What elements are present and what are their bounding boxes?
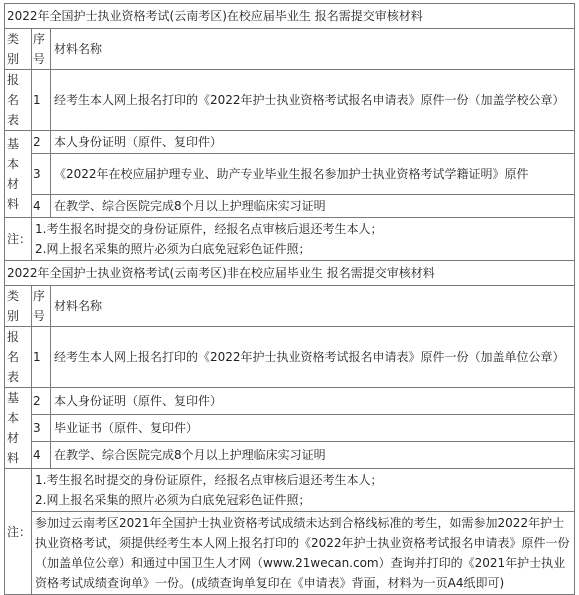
row-number: 1 [32, 70, 51, 131]
header-category: 类别 [5, 29, 32, 70]
note-text [32, 218, 575, 261]
table2-note-extra-row [5, 512, 575, 595]
material-text: 本人身份证明（原件、复印件） [51, 131, 575, 154]
row-number: 1 [32, 327, 51, 388]
row-number: 2 [32, 131, 51, 154]
note-extra-text: 参加过云南考区2021年全国护士执业资格考试成绩未达到合格线标准的考生，如需参加2022年护士执业资格考试，须提供经考生本人网上报名打印的《2022年护士执业资格考试报名申请表》原件一份（加盖单位公章）和通过中国卫生人才网（www.21wecan.com）查询并打印的《2021年护士执业资格考试成绩查询单》一份。(成绩查询单复印在《申请表》背面，材料为一页A4纸即可) [32, 512, 575, 595]
table-row [5, 131, 575, 154]
category-basic-materials: 基本材料 [5, 131, 32, 218]
header-material-name: 材料名称 [51, 286, 575, 327]
header-number: 序号 [32, 286, 51, 327]
exam-materials-document [4, 3, 575, 595]
category-registration-form: 报名表 [5, 70, 32, 131]
material-text: 经考生本人网上报名打印的《2022年护士执业资格考试报名申请表》原件一份（加盖学校公章） [51, 70, 575, 131]
header-category: 类别 [5, 286, 32, 327]
table-row [5, 388, 575, 415]
table1-note-row [5, 218, 575, 261]
table1-title-row [5, 4, 575, 29]
row-number: 2 [32, 388, 51, 415]
table-row [5, 195, 575, 218]
row-number: 4 [32, 195, 51, 218]
note-line: 2.网上报名采集的照片必须为白底免冠彩色证件照； [35, 242, 311, 256]
material-text: 本人身份证明（原件、复印件） [51, 388, 575, 415]
header-material-name: 材料名称 [51, 29, 575, 70]
row-number: 4 [32, 442, 51, 469]
material-text: 《2022年在校应届护理专业、助产专业毕业生报名参加护士执业资格考试学籍证明》原件 [51, 154, 575, 195]
table-row [5, 442, 575, 469]
materials-table [4, 3, 575, 595]
table-row [5, 415, 575, 442]
category-registration-form: 报名表 [5, 327, 32, 388]
row-number: 3 [32, 415, 51, 442]
table1-title: 2022年全国护士执业资格考试(云南考区)在校应届毕业生 报名需提交审核材料 [5, 4, 575, 29]
material-text: 经考生本人网上报名打印的《2022年护士执业资格考试报名申请表》原件一份（加盖单位公章） [51, 327, 575, 388]
table2-title-row [5, 261, 575, 286]
row-number: 3 [32, 154, 51, 195]
material-text: 毕业证书（原件、复印件） [51, 415, 575, 442]
note-label: 注： [5, 218, 32, 261]
material-text: 在教学、综合医院完成8个月以上护理临床实习证明 [51, 195, 575, 218]
table2-header-row [5, 286, 575, 327]
note-line: 2.网上报名采集的照片必须为白底免冠彩色证件照； [35, 493, 311, 507]
table1-header-row [5, 29, 575, 70]
table2-title: 2022年全国护士执业资格考试(云南考区)非在校应届毕业生 报名需提交审核材料 [5, 261, 575, 286]
material-text: 在教学、综合医院完成8个月以上护理临床实习证明 [51, 442, 575, 469]
note-text [32, 469, 575, 512]
note-line: 1.考生报名时提交的身份证原件，经报名点审核后退还考生本人； [35, 473, 383, 487]
table-row [5, 70, 575, 131]
table-row [5, 327, 575, 388]
note-line: 1.考生报名时提交的身份证原件，经报名点审核后退还考生本人； [35, 222, 383, 236]
header-number: 序号 [32, 29, 51, 70]
table-row [5, 154, 575, 195]
category-basic-materials: 基本材料 [5, 388, 32, 469]
note-label: 注： [5, 469, 32, 595]
table2-note-row [5, 469, 575, 512]
